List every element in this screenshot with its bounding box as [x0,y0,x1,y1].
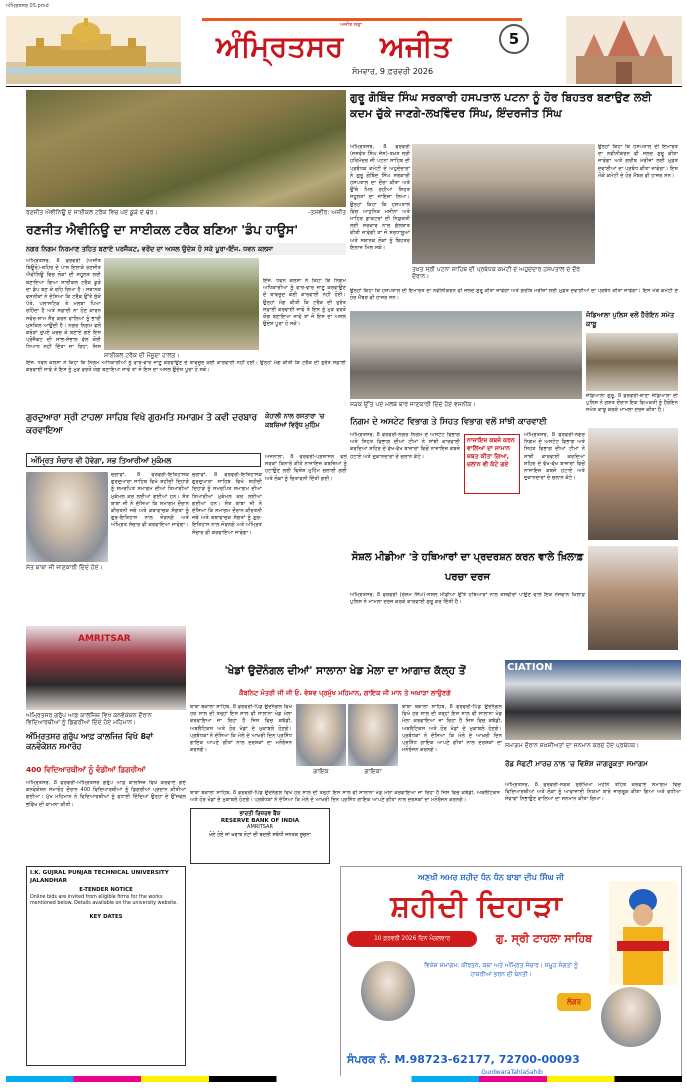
story1-subhead: ਨਗਰ ਨਿਗਮ ਨਿਰਮਾਣ ਤਹਿਤ ਬਣਾਏ ਪਰਜੈਕਟ, ਵਰੋਂਦ ਦਾ ਅਸਲ ਉਦੇਸ਼ ਹੋ ਸਕੇ ਪੂਰਾ-ਇੰਜ. ਧਵਨ ਕਲਸਾ [26,243,346,255]
road-story-body-2: ਅੰਮ੍ਰਿਤਸਰ, 8 ਫਰਵਰੀ-ਨਗਰ ਨਿਗਮ ਦੇ ਅਸਟੇਟ ਵਿਭਾਗ ਅਤੇ ਸਿਹਤ ਵਿਭਾਗ ਦੀਆਂ ਟੀਮਾਂ ਨੇ ਸਾਂਝੀ ਕਾਰਵਾਈ ਕਰਦਿਆਂ ਸ਼ਹਿਰ ਦੇ ਵੱਖ-ਵੱਖ ਬਾਜ਼ਾਰਾਂ ਵਿਚੋਂ ਨਾਜਾਇਜ਼ ਕਬਜ਼ੇ ਹਟਾਏ ਅਤੇ ਦੁਕਾਨਦਾਰਾਂ ਦੇ ਚਲਾਨ ਕੱਟੇ। [524,432,585,482]
page-number: 5 [508,30,520,48]
print-color-bar [6,1076,682,1082]
singer-photo-2 [348,704,398,766]
gurdwara-subhead: ਅੰਮ੍ਰਿਤ ਸੰਚਾਰ ਵੀ ਹੋਵੇਗਾ, ਸਭ ਤਿਆਰੀਆਂ ਮੁਕੰਮਲ [26,453,261,467]
hospital-visit-caption: ਤਖ਼ਤ ਸ੍ਰੀ ਪਟਨਾ ਸਾਹਿਬ ਦੀ ਪ੍ਰਬੰਧਕ ਕਮੇਟੀ ਦੇ ਅਹੁਦੇਦਾਰ ਹਸਪਤਾਲ ਦੇ ਦੌਰੇ ਦੌਰਾਨ। [412,266,580,280]
story2-body: ਅੰਮ੍ਰਿਤਸਰ, 8 ਫਰਵਰੀ (ਜਸਵੰਤ ਸਿੰਘ ਜੱਸ)-ਤਖ਼ਤ ਸ੍ਰੀ ਹਰਿਮੰਦਰ ਜੀ ਪਟਨਾ ਸਾਹਿਬ ਦੀ ਪ੍ਰਬੰਧਕ ਕਮੇਟੀ ਦੇ ਅਹੁਦੇਦਾਰਾਂ ਨੇ ਗੁਰੂ ਗੋਬਿੰਦ ਸਿੰਘ ਸਰਕਾਰੀ ਹਸਪਤਾਲ ਦਾ ਦੌਰਾ ਕੀਤਾ ਅਤੇ ਉੱਥੇ ਮਿਲ ਰਹੀਆਂ ਸਿਹਤ ਸਹੂਲਤਾਂ ਦਾ ਜਾਇਜ਼ਾ ਲਿਆ। ਉਨ੍ਹਾਂ ਕਿਹਾ ਕਿ ਹਸਪਤਾਲ ਵਿਚ ਆਧੁਨਿਕ ਮਸ਼ੀਨਾਂ ਅਤੇ ਮਾਹਿਰ ਡਾਕਟਰਾਂ ਦੀ ਨਿਯੁਕਤੀ ਲਈ ਸਰਕਾਰ ਨਾਲ ਗੱਲਬਾਤ ਕੀਤੀ ਜਾਵੇਗੀ ਤਾਂ ਜੋ ਸ਼ਰਧਾਲੂਆਂ ਅਤੇ ਸਥਾਨਕ ਲੋਕਾਂ ਨੂੰ ਬਿਹਤਰ ਇਲਾਜ ਮਿਲ ਸਕੇ। [350,144,410,251]
ptu-notice-body: Online bids are invited from eligible firms for the works mentioned below. Details available on the university website. [30,895,178,907]
gurdwara-side-body: ਅਜਨਾਲਾ, 8 ਫਰਵਰੀ-ਪ੍ਰਸ਼ਾਸਨ ਵਲੋਂ ਸੜਕਾਂ ਕਿਨਾਰੇ ਕੀਤੇ ਨਾਜਾਇਜ਼ ਕਬਜ਼ਿਆਂ ਨੂੰ ਹਟਾਉਣ ਲਈ ਵਿਸ਼ੇਸ਼ ਮੁਹਿੰਮ ਚਲਾਈ ਗਈ ਅਤੇ ਲੋਕਾਂ ਨੂੰ ਚਿਤਾਵਨੀ ਦਿੱਤੀ ਗਈ। [265,454,347,482]
khed-body-2: ਬਾਬਾ ਬਕਾਲਾ ਸਾਹਿਬ, 8 ਫਰਵਰੀ-ਪਿੰਡ ਉਦੋਂਨੰਗਲ ਵਿਖੇ ਹਰ ਸਾਲ ਦੀ ਤਰ੍ਹਾਂ ਇਸ ਸਾਲ ਵੀ ਸਾਲਾਨਾ ਖੇਡ ਮੇਲਾ ਕਰਵਾਇਆ ਜਾ ਰਿਹਾ ਹੈ ਜਿਸ ਵਿਚ ਕਬੱਡੀ, ਅਥਲੈਟਿਕਸ ਅਤੇ ਹੋਰ ਖੇਡਾਂ ਦੇ ਮੁਕਾਬਲੇ ਹੋਣਗੇ। ਪ੍ਰਬੰਧਕਾਂ ਨੇ ਦੱਸਿਆ ਕਿ ਮੇਲੇ ਦੇ ਆਖ਼ਰੀ ਦਿਨ ਪ੍ਰਸਿੱਧ ਗਾਇਕ ਆਪਣੇ ਗੀਤਾਂ ਨਾਲ ਦਰਸ਼ਕਾਂ ਦਾ ਮਨੋਰੰਜਨ ਕਰਨਗੇ। [402,704,502,754]
social-story-body: ਅੰਮ੍ਰਿਤਸਰ, 8 ਫਰਵਰੀ (ਰੇਸ਼ਮ ਸਿੰਘ)-ਸੋਸ਼ਲ ਮੀਡੀਆ ਉੱਤੇ ਹਥਿਆਰਾਂ ਨਾਲ ਤਸਵੀਰਾਂ ਪਾਉਣ ਵਾਲੇ ਇਕ ਨੌਜਵਾਨ ਖ਼ਿਲਾਫ਼ ਪੁਲਿਸ ਨੇ ਮਾਮਲਾ ਦਰਜ ਕਰਕੇ ਕਾਰਵਾਈ ਸ਼ੁਰੂ ਕਰ ਦਿੱਤੀ ਹੈ। [350,592,585,606]
rbi-notice-body: ਖੋਏ ਹੋਏ ਜਾਂ ਖ਼ਰਾਬ ਨੋਟਾਂ ਦੀ ਬਦਲੀ ਸਬੰਧੀ ਜਨਤਕ ਸੂਚਨਾ [209,832,311,838]
gurdwara-body: ਚੋਗਾਵਾਂ, 8 ਫਰਵਰੀ-ਇਤਿਹਾਸਕ ਗੁਰਦੁਆਰਾ ਸਾਹਿਬ ਵਿਖੇ ਸ਼ਹੀਦੀ ਦਿਹਾੜੇ ਨੂੰ ਸਮਰਪਿਤ ਸਮਾਗਮ ਦੀਆਂ ਤਿਆਰੀਆਂ ਮੁਕੰਮਲ ਕਰ ਲਈਆਂ ਗਈਆਂ ਹਨ। ਸੰਤ ਬਾਬਾ ਜੀ ਨੇ ਦੱਸਿਆ ਕਿ ਸਮਾਗਮ ਦੌਰਾਨ ਕੀਰਤਨੀ ਜਥੇ ਅਤੇ ਕਥਾਵਾਚਕ ਸੰਗਤਾਂ ਨੂੰ ਗੁਰ-ਇਤਿਹਾਸ ਨਾਲ ਜੋੜਨਗੇ ਅਤੇ ਅੰਮ੍ਰਿਤ ਸੰਚਾਰ ਵੀ ਕਰਵਾਇਆ ਜਾਵੇਗਾ। [111,472,189,529]
hospital-visit-photo [412,144,595,264]
masthead-tagline: ਅਜੀਤ ਸਫ਼ਾ [340,22,362,28]
story2-headline: ਗੁਰੂ ਗੋਬਿੰਦ ਸਿੰਘ ਸਰਕਾਰੀ ਹਸਪਤਾਲ ਪਟਨਾ ਨੂੰ ਹੋਰ ਬਿਹਤਰ ਬਣਾਉਣ ਲਈ ਕਦਮ ਚੁੱਕੇ ਜਾਣਗੇ-ਲਖਵਿੰਦਰ ਸਿੰਘ, ਇੰਦਰਜੀਤ ਸਿੰਘ [350,91,652,120]
gurdwara-headline: ਗੁਰਦੁਆਰਾ ਸ੍ਰੀ ਟਾਹਲਾ ਸਾਹਿਬ ਵਿਖੇ ਗੁਰਮਤਿ ਸਮਾਗਮ ਤੇ ਕਵੀ ਦਰਬਾਰ ਕਰਵਾਇਆ [26,413,257,436]
khed-headline: 'ਖੇਡਾਂ ਉਦੋਂਨੰਗਲ ਦੀਆਂ' ਸਾਲਾਨਾ ਖੇਡ ਮੇਲਾ ਦਾ ਆਗਾਜ਼ ਕੱਲ੍ਹ ਤੋਂ [224,665,466,677]
street-photo [350,311,582,399]
khed-banner: ਕੈਬਨਿਟ ਮੰਤਰੀ ਜੀ ਜੀ ਓ. ਵੇਸ਼ਵ ਪ੍ਰਮੁੱਖ ਮਹਿਮਾਨ, ਗਾਇਕ ਜੀ ਮਾਨ ਤੇ ਅਖ਼ਾੜਾ ਲਾਉਣਗੇ [239,689,451,697]
ad-langar-badge: ਲੰਗਰ [557,993,591,1011]
convocation-caption: ਅੰਮ੍ਰਿਤਸਰ ਗਰੁੱਪ ਆਫ਼ ਕਾਲਜਿਜ਼ ਵਿਖੇ ਕਨਵੋਕੇਸ਼ਨ ਦੌਰਾਨ ਵਿਦਿਆਰਥੀਆਂ ਨੂੰ ਡਿਗਰੀਆਂ ਦਿੰਦੇ ਹੋਏ ਮਹਿਮਾਨ। [26,712,152,726]
cycle-track-photo [26,90,346,207]
police-brief-headline: ਜੰਡਿਆਲਾ ਪੁਲਿਸ ਵਲੋਂ ਹੈਰੋਇਨ ਸਮੇਤ ਕਾਬੂ [586,311,675,328]
road-story-body: ਅੰਮ੍ਰਿਤਸਰ, 8 ਫਰਵਰੀ-ਨਗਰ ਨਿਗਮ ਦੇ ਅਸਟੇਟ ਵਿਭਾਗ ਅਤੇ ਸਿਹਤ ਵਿਭਾਗ ਦੀਆਂ ਟੀਮਾਂ ਨੇ ਸਾਂਝੀ ਕਾਰਵਾਈ ਕਰਦਿਆਂ ਸ਼ਹਿਰ ਦੇ ਵੱਖ-ਵੱਖ ਬਾਜ਼ਾਰਾਂ ਵਿਚੋਂ ਨਾਜਾਇਜ਼ ਕਬਜ਼ੇ ਹਟਾਏ ਅਤੇ ਦੁਕਾਨਦਾਰਾਂ ਦੇ ਚਲਾਨ ਕੱਟੇ। [350,432,460,460]
ptu-notice [26,866,186,1066]
story2-body-2: ਉਨ੍ਹਾਂ ਕਿਹਾ ਕਿ ਹਸਪਤਾਲ ਦੀ ਇਮਾਰਤ ਦਾ ਨਵੀਨੀਕਰਨ ਵੀ ਜਲਦ ਸ਼ੁਰੂ ਕੀਤਾ ਜਾਵੇਗਾ ਅਤੇ ਗਰੀਬ ਮਰੀਜ਼ਾਂ ਲਈ ਮੁਫ਼ਤ ਦਵਾਈਆਂ ਦਾ ਪ੍ਰਬੰਧ ਕੀਤਾ ਜਾਵੇਗਾ। ਇਸ ਮੌਕੇ ਕਮੇਟੀ ਦੇ ਹੋਰ ਮੈਂਬਰ ਵੀ ਹਾਜ਼ਰ ਸਨ। [350,288,678,302]
cycle-track-photo-2 [104,258,259,350]
masthead-title-right: ਅਜੀਤ [380,29,452,63]
ad-social: GurdwaraTahlaSahib [481,1069,543,1076]
convocation-photo [26,626,186,710]
saint-portrait-photo [26,472,108,562]
ptu-notice-footer: KEY DATES [89,913,123,920]
road-story-pull-quote [464,434,520,494]
award-caption: ਸਮਾਗਮ ਦੌਰਾਨ ਸ਼ਖ਼ਸੀਅਤਾਂ ਦਾ ਸਨਮਾਨ ਕਰਦੇ ਹੋਏ ਪ੍ਰਬੰਧਕ। [505,742,640,749]
khed-body-3: ਬਾਬਾ ਬਕਾਲਾ ਸਾਹਿਬ, 8 ਫਰਵਰੀ-ਪਿੰਡ ਉਦੋਂਨੰਗਲ ਵਿਖੇ ਹਰ ਸਾਲ ਦੀ ਤਰ੍ਹਾਂ ਇਸ ਸਾਲ ਵੀ ਸਾਲਾਨਾ ਖੇਡ ਮੇਲਾ ਕਰਵਾਇਆ ਜਾ ਰਿਹਾ ਹੈ ਜਿਸ ਵਿਚ ਕਬੱਡੀ, ਅਥਲੈਟਿਕਸ ਅਤੇ ਹੋਰ ਖੇਡਾਂ ਦੇ ਮੁਕਾਬਲੇ ਹੋਣਗੇ। ਪ੍ਰਬੰਧਕਾਂ ਨੇ ਦੱਸਿਆ ਕਿ ਮੇਲੇ ਦੇ ਆਖ਼ਰੀ ਦਿਨ ਪ੍ਰਸਿੱਧ ਗਾਇਕ ਆਪਣੇ ਗੀਤਾਂ ਨਾਲ ਦਰਸ਼ਕਾਂ ਦਾ ਮਨੋਰੰਜਨ ਕਰਨਗੇ। [190,790,500,804]
story2-side-body: ਉਨ੍ਹਾਂ ਕਿਹਾ ਕਿ ਹਸਪਤਾਲ ਦੀ ਇਮਾਰਤ ਦਾ ਨਵੀਨੀਕਰਨ ਵੀ ਜਲਦ ਸ਼ੁਰੂ ਕੀਤਾ ਜਾਵੇਗਾ ਅਤੇ ਗਰੀਬ ਮਰੀਜ਼ਾਂ ਲਈ ਮੁਫ਼ਤ ਦਵਾਈਆਂ ਦਾ ਪ੍ਰਬੰਧ ਕੀਤਾ ਜਾਵੇਗਾ। ਇਸ ਮੌਕੇ ਕਮੇਟੀ ਦੇ ਹੋਰ ਮੈਂਬਰ ਵੀ ਹਾਜ਼ਰ ਸਨ। [598,144,678,179]
convocation-body: ਅੰਮ੍ਰਿਤਸਰ, 8 ਫਰਵਰੀ-ਅੰਮ੍ਰਿਤਸਰ ਗਰੁੱਪ ਆਫ਼ ਕਾਲਜਿਜ਼ ਵਿਖੇ ਕਰਵਾਏ ਗਏ ਕਨਵੋਕੇਸ਼ਨ ਸਮਾਰੋਹ ਦੌਰਾਨ 400 ਵਿਦਿਆਰਥੀਆਂ ਨੂੰ ਡਿਗਰੀਆਂ ਪ੍ਰਦਾਨ ਕੀਤੀਆਂ ਗਈਆਂ। ਮੁੱਖ ਮਹਿਮਾਨ ਨੇ ਵਿਦਿਆਰਥੀਆਂ ਨੂੰ ਵਧਾਈ ਦਿੰਦਿਆਂ ਉਨ੍ਹਾਂ ਦੇ ਉੱਜਵਲ ਭਵਿੱਖ ਦੀ ਕਾਮਨਾ ਕੀਤੀ। [26,780,186,808]
golden-temple-illustration [6,16,181,84]
story1-body-2: ਇੰਜ. ਧਵਨ ਕਲਸਾ ਨੇ ਕਿਹਾ ਕਿ ਨਿਗਮ ਅਧਿਕਾਰੀਆਂ ਨੂੰ ਵਾਰ-ਵਾਰ ਜਾਣੂ ਕਰਵਾਉਣ ਦੇ ਬਾਵਜੂਦ ਕੋਈ ਕਾਰਵਾਈ ਨਹੀਂ ਹੋਈ। ਉਨ੍ਹਾਂ ਮੰਗ ਕੀਤੀ ਕਿ ਟਰੈਕ ਦੀ ਤੁਰੰਤ ਸਫ਼ਾਈ ਕਰਵਾਈ ਜਾਵੇ ਤੇ ਇਸ ਨੂੰ ਮੁੜ ਵਰਤੋਂ ਯੋਗ ਬਣਾਇਆ ਜਾਵੇ ਤਾਂ ਜੋ ਇਸ ਦਾ ਅਸਲ ਉਦੇਸ਼ ਪੂਰਾ ਹੋ ਸਕੇ। [263,278,346,328]
award-headline: ਰੋਡ ਸੇਫਟੀ ਮਾਰਚ ਨਾਲ 'ਚ ਵਿਸ਼ੇਸ਼ ਜਾਗਰੂਕਤਾ ਸਮਾਗਮ [505,759,648,768]
ad-place: ਗੁ. ਸ੍ਰੀ ਟਾਹਲਾ ਸਾਹਿਬ [496,932,592,945]
masthead-title-left: ਅੰਮ੍ਰਿਤਸਰ [216,29,344,63]
ptu-notice-name: I.K. GUJRAL PUNJAB TECHNICAL UNIVERSITY JALANDHAR [30,870,169,884]
award-photo [505,660,681,740]
street-photo-caption: ਸੜਕ ਉੱਤੇ ਪਏ ਮਲਬੇ ਬਾਰੇ ਜਾਣਕਾਰੀ ਦਿੰਦੇ ਹੋਏ ਵਸਨੀਕ। [350,401,476,408]
landmark-illustration [566,16,682,84]
rbi-notice-name: RESERVE BANK OF INDIA [220,818,300,824]
cycle-track-photo-credit: -ਤਸਵੀਰ: ਅਜੀਤ [308,209,346,216]
story1-body: ਅੰਮ੍ਰਿਤਸਰ, 8 ਫਰਵਰੀ (ਅਜੀਤ ਬਿਊਰੋ)-ਸ਼ਹਿਰ ਦੇ ਪਾਸ਼ ਇਲਾਕੇ ਰਣਜੀਤ ਐਵੀਨਿਊ ਵਿਚ ਲੋਕਾਂ ਦੀ ਸਹੂਲਤ ਲਈ ਬਣਾਇਆ ਗਿਆ ਸਾਈਕਲ ਟਰੈਕ ਕੂੜੇ ਦਾ ਡੰਪ ਬਣ ਕੇ ਰਹਿ ਗਿਆ ਹੈ। ਸਥਾਨਕ ਵਸਨੀਕਾਂ ਨੇ ਦੱਸਿਆ ਕਿ ਟਰੈਕ ਉੱਤੇ ਸੁੱਕੇ ਪੱਤੇ, ਪਲਾਸਟਿਕ ਤੇ ਮਲਬਾ ਪਿਆ ਰਹਿੰਦਾ ਹੈ ਅਤੇ ਸਫ਼ਾਈ ਨਾ ਹੋਣ ਕਾਰਨ ਸਵੇਰ-ਸ਼ਾਮ ਸੈਰ ਕਰਨ ਵਾਲਿਆਂ ਨੂੰ ਭਾਰੀ ਮੁਸ਼ਕਿਲ ਆਉਂਦੀ ਹੈ। ਨਗਰ ਨਿਗਮ ਵਲੋਂ ਕਰੋੜਾਂ ਰੁਪਏ ਖ਼ਰਚ ਕੇ ਬਣਾਏ ਗਏ ਇਸ ਪ੍ਰੋਜੈਕਟ ਦੀ ਸਾਂਭ-ਸੰਭਾਲ ਵੱਲ ਕੋਈ ਧਿਆਨ ਨਹੀਂ ਦਿੱਤਾ ਜਾ ਰਿਹਾ, ਜਿਸ [26,258,101,350]
police-brief-photo [586,333,678,391]
gurdwara-body-2: ਚੋਗਾਵਾਂ, 8 ਫਰਵਰੀ-ਇਤਿਹਾਸਕ ਗੁਰਦੁਆਰਾ ਸਾਹਿਬ ਵਿਖੇ ਸ਼ਹੀਦੀ ਦਿਹਾੜੇ ਨੂੰ ਸਮਰਪਿਤ ਸਮਾਗਮ ਦੀਆਂ ਤਿਆਰੀਆਂ ਮੁਕੰਮਲ ਕਰ ਲਈਆਂ ਗਈਆਂ ਹਨ। ਸੰਤ ਬਾਬਾ ਜੀ ਨੇ ਦੱਸਿਆ ਕਿ ਸਮਾਗਮ ਦੌਰਾਨ ਕੀਰਤਨੀ ਜਥੇ ਅਤੇ ਕਥਾਵਾਚਕ ਸੰਗਤਾਂ ਨੂੰ ਗੁਰ-ਇਤਿਹਾਸ ਨਾਲ ਜੋੜਨਗੇ ਅਤੇ ਅੰਮ੍ਰਿਤ ਸੰਚਾਰ ਵੀ ਕਰਵਾਇਆ ਜਾਵੇਗਾ। [192,472,262,536]
story1-inset-caption: ਸਾਈਕਲ ਟਰੈਕ ਦੀ ਮੌਜੂਦਾ ਹਾਲਤ। [104,352,180,359]
police-brief-body: ਜੰਡਿਆਲਾ ਗੁਰੂ, 8 ਫਰਵਰੀ-ਥਾਣਾ ਜੰਡਿਆਲਾ ਦੀ ਪੁਲਿਸ ਨੇ ਗਸ਼ਤ ਦੌਰਾਨ ਇਕ ਵਿਅਕਤੀ ਨੂੰ ਹੈਰੋਇਨ ਸਮੇਤ ਕਾਬੂ ਕਰਕੇ ਮਾਮਲਾ ਦਰਜ ਕੀਤਾ ਹੈ। [586,393,678,414]
singer-photo-caption: ਗਾਇਕ [313,768,329,775]
ad-contact: ਸੰਪਰਕ ਨੰ. M.98723-62177, 72700-00093 [347,1053,580,1066]
cycle-track-photo-caption: ਰਣਜੀਤ ਐਵੀਨਿਊ ਦੇ ਸਾਈਕਲ ਟਰੈਕ ਵਿਚ ਪਏ ਕੂੜੇ ਦੇ ਢੇਰ। [26,209,158,216]
rbi-notice [190,808,330,864]
ad-portrait-right [601,987,661,1047]
singer-photo [296,704,346,766]
printer-line: ਅੰਮ੍ਰਿਤਸਰ 05.pmd [6,3,49,9]
ad-top-line: ਅਣਖੀ ਅਮਰ ਸ਼ਹੀਦ ਧੰਨ ਧੰਨ ਬਾਬਾ ਦੀਪ ਸਿੰਘ ਜੀ [418,873,564,882]
convocation-headline: ਅੰਮ੍ਰਿਤਸਰ ਗਰੁੱਪ ਆਫ਼ ਕਾਲਜਿਜ਼ ਵਿਖੇ 8ਵਾਂ ਕਨਵੋਕੇਸ਼ਨ ਸਮਾਰੋਹ [26,732,154,751]
masthead-title-box [202,18,522,78]
ad-date-badge: 10 ਫ਼ਰਵਰੀ 2026 ਦਿਨ ਮੰਗਲਵਾਰ [347,931,477,947]
convocation-banner-text: AMRITSAR [78,634,131,644]
story1-headline: ਰਣਜੀਤ ਐਵੀਨਿਊ ਦਾ ਸਾਈਕਲ ਟਰੈਕ ਬਣਿਆ 'ਡੰਪ ਹਾਊਸ' [26,222,299,237]
social-story-headline: ਸੋਸ਼ਲ ਮੀਡੀਆ 'ਤੇ ਹਥਿਆਰਾਂ ਦਾ ਪ੍ਰਦਰਸ਼ਨ ਕਰਨ ਵਾਲੇ ਖ਼ਿਲਾਫ਼ ਪਰਚਾ ਦਰਜ [351,552,584,583]
ad-portrait-left [361,961,415,1021]
rbi-notice-header: ਭਾਰਤੀ ਰਿਜ਼ਰਵ ਬੈਂਕ [239,811,281,817]
story1-body-3: ਇੰਜ. ਧਵਨ ਕਲਸਾ ਨੇ ਕਿਹਾ ਕਿ ਨਿਗਮ ਅਧਿਕਾਰੀਆਂ ਨੂੰ ਵਾਰ-ਵਾਰ ਜਾਣੂ ਕਰਵਾਉਣ ਦੇ ਬਾਵਜੂਦ ਕੋਈ ਕਾਰਵਾਈ ਨਹੀਂ ਹੋਈ। ਉਨ੍ਹਾਂ ਮੰਗ ਕੀਤੀ ਕਿ ਟਰੈਕ ਦੀ ਤੁਰੰਤ ਸਫ਼ਾਈ ਕਰਵਾਈ ਜਾਵੇ ਤੇ ਇਸ ਨੂੰ ਮੁੜ ਵਰਤੋਂ ਯੋਗ ਬਣਾਇਆ ਜਾਵੇ ਤਾਂ ਜੋ ਇਸ ਦਾ ਅਸਲ ਉਦੇਸ਼ ਪੂਰਾ ਹੋ ਸਕੇ। [26,360,346,374]
ad-title: ਸ਼ਹੀਦੀ ਦਿਹਾੜਾ [390,889,562,924]
award-body: ਅੰਮ੍ਰਿਤਸਰ, 8 ਫਰਵਰੀ-ਸੜਕ ਸੁਰੱਖਿਆ ਮਹੀਨੇ ਤਹਿਤ ਕਰਵਾਏ ਸਮਾਗਮ ਵਿਚ ਵਿਦਿਆਰਥੀਆਂ ਅਤੇ ਲੋਕਾਂ ਨੂੰ ਆਵਾਜਾਈ ਨਿਯਮਾਂ ਬਾਰੇ ਜਾਗਰੂਕ ਕੀਤਾ ਗਿਆ ਅਤੇ ਵਧੀਆ ਸੇਵਾਵਾਂ ਨਿਭਾਉਣ ਵਾਲਿਆਂ ਦਾ ਸਨਮਾਨ ਕੀਤਾ ਗਿਆ। [505,782,681,803]
baba-deep-singh-illustration [609,881,677,985]
rbi-notice-city: AMRITSAR [247,824,273,830]
road-story-headline: ਨਿਗਮ ਦੇ ਅਸਟੇਟ ਵਿਭਾਗ ਤੇ ਸਿਹਤ ਵਿਭਾਗ ਵਲੋਂ ਸਾਂਝੀ ਕਾਰਵਾਈ [350,416,547,426]
khed-body: ਬਾਬਾ ਬਕਾਲਾ ਸਾਹਿਬ, 8 ਫਰਵਰੀ-ਪਿੰਡ ਉਦੋਂਨੰਗਲ ਵਿਖੇ ਹਰ ਸਾਲ ਦੀ ਤਰ੍ਹਾਂ ਇਸ ਸਾਲ ਵੀ ਸਾਲਾਨਾ ਖੇਡ ਮੇਲਾ ਕਰਵਾਇਆ ਜਾ ਰਿਹਾ ਹੈ ਜਿਸ ਵਿਚ ਕਬੱਡੀ, ਅਥਲੈਟਿਕਸ ਅਤੇ ਹੋਰ ਖੇਡਾਂ ਦੇ ਮੁਕਾਬਲੇ ਹੋਣਗੇ। ਪ੍ਰਬੰਧਕਾਂ ਨੇ ਦੱਸਿਆ ਕਿ ਮੇਲੇ ਦੇ ਆਖ਼ਰੀ ਦਿਨ ਪ੍ਰਸਿੱਧ ਗਾਇਕ ਆਪਣੇ ਗੀਤਾਂ ਨਾਲ ਦਰਸ਼ਕਾਂ ਦਾ ਮਨੋਰੰਜਨ ਕਰਨਗੇ। [190,704,292,754]
shaheedi-ad [340,866,682,1082]
ptu-notice-subtitle: E-TENDER NOTICE [79,887,133,893]
masthead-date: ਸੋਮਵਾਰ, 9 ਫ਼ਰਵਰੀ 2026 [352,67,434,76]
masthead [6,14,682,84]
pull-quote-text: ਨਾਜਾਇਜ਼ ਕਬਜ਼ੇ ਕਰਨ ਵਾਲਿਆਂ ਦਾ ਸਾਮਾਨ ਜ਼ਬਤ ਕੀਤਾ ਗਿਆ, ਚਲਾਨ ਵੀ ਕੱਟੇ ਗਏ [467,437,515,468]
award-banner-text: CIATION [507,662,553,673]
page-number-badge [499,24,529,54]
convocation-subhead: 400 ਵਿਦਿਆਰਥੀਆਂ ਨੂੰ ਵੰਡੀਆਂ ਡਿਗਰੀਆਂ [26,765,146,774]
ad-invite: ਵਿਸ਼ੇਸ਼ ਸਮਾਗਮ: ਕੀਰਤਨ, ਕਥਾ ਅਤੇ ਅੰਮ੍ਰਿਤ ਸੰਚਾਰ। ਸਮੂਹ ਸੰਗਤਾਂ ਨੂੰ ਹਾਜ਼ਰੀਆਂ ਭਰਨ ਦੀ ਬੇਨਤੀ। [424,962,578,978]
gurdwara-side-headline: ਕੋਹਾਲੀ ਨਾਲ ਰਸਤਾਰਾ 'ਚ ਕਬਜ਼ਿਆਂ ਵਿਰੁੱਧ ਮੁਹਿੰਮ [265,412,325,430]
right-column-photo-2 [588,546,678,650]
saint-portrait-caption: ਸੰਤ ਬਾਬਾ ਜੀ ਜਾਣਕਾਰੀ ਦਿੰਦੇ ਹੋਏ। [26,564,103,571]
singer-photo-2-caption: ਗਾਇਕਾ [364,768,382,775]
masthead-divider [6,86,682,87]
right-column-photo-1 [588,428,678,540]
